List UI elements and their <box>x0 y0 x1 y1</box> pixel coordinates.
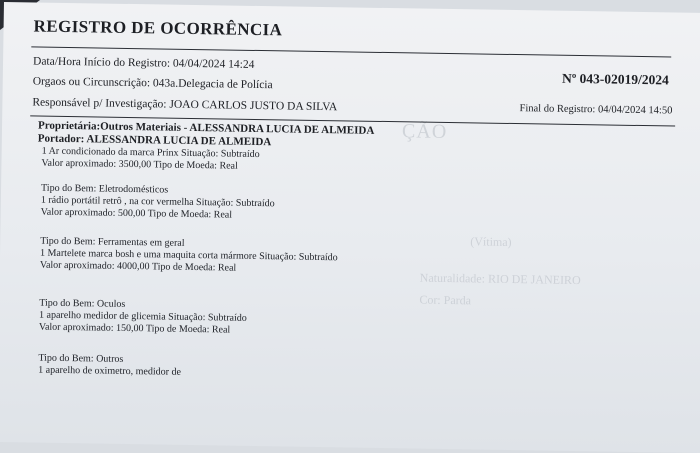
bem-1-valor: Valor aproximado: 3500,00 Tipo de Moeda: Real <box>41 157 238 172</box>
bem-5-tipo: Tipo do Bem: Outros <box>38 352 124 365</box>
bem-5-descricao: 1 aparelho de oximetro, medidor de <box>38 364 182 378</box>
bem-2-tipo: Tipo do Bem: Eletrodomésticos <box>40 182 169 196</box>
bem-2-descricao: 1 rádio portátil retrô , na cor vermelha Situação: Subtraído <box>40 194 275 210</box>
portador: Portador: ALESSANDRA LUCIA DE ALMEIDA <box>37 132 272 149</box>
show-through-line-3: (Vítima) <box>470 234 512 250</box>
proprietaria: Proprietária:Outros Materiais - ALESSANDRA LUCIA DE ALMEIDA <box>37 119 375 137</box>
show-through-line-1: Naturalidade: RIO DE JANEIRO <box>419 270 581 288</box>
bem-3-descricao: 1 Martelete marca bosh e uma maquita corta mármore Situação: Subtraído <box>39 247 338 264</box>
bem-4-valor: Valor aproximado: 150,00 Tipo de Moeda: Real <box>38 321 231 336</box>
bem-1-descricao: 1 Ar condicionado da marca Prinx Situação: Subtraído <box>41 145 260 161</box>
bem-4-tipo: Tipo do Bem: Oculos <box>39 297 126 310</box>
responsavel-investigacao: Responsável p/ Investigação: JOAO CARLOS JUSTO DA SILVA <box>32 96 338 114</box>
bem-4-descricao: 1 aparelho medidor de glicemia Situação: Subtraído <box>39 309 247 324</box>
title-rule <box>31 46 671 57</box>
orgaos-circunscricao: Orgaos ou Circunscrição: 043a.Delegacia de Polícia <box>32 75 273 92</box>
show-through-line-2: Cor: Parda <box>419 292 472 308</box>
bem-3-tipo: Tipo do Bem: Ferramentas em geral <box>40 235 185 249</box>
document-title: REGISTRO DE OCORRÊNCIA <box>33 16 283 40</box>
document-page <box>0 2 700 453</box>
registro-numero: Nº 043-02019/2024 <box>561 70 669 88</box>
final-registro: Final do Registro: 04/04/2024 14:50 <box>519 103 673 117</box>
bem-2-valor: Valor aproximado: 500,00 Tipo de Moeda: Real <box>40 206 233 221</box>
bem-3-valor: Valor aproximado: 4000,00 Tipo de Moeda: Real <box>39 259 237 274</box>
show-through-heading: ÇÃO <box>401 120 448 143</box>
data-hora-inicio: Data/Hora Início do Registro: 04/04/2024 14:24 <box>32 55 255 71</box>
